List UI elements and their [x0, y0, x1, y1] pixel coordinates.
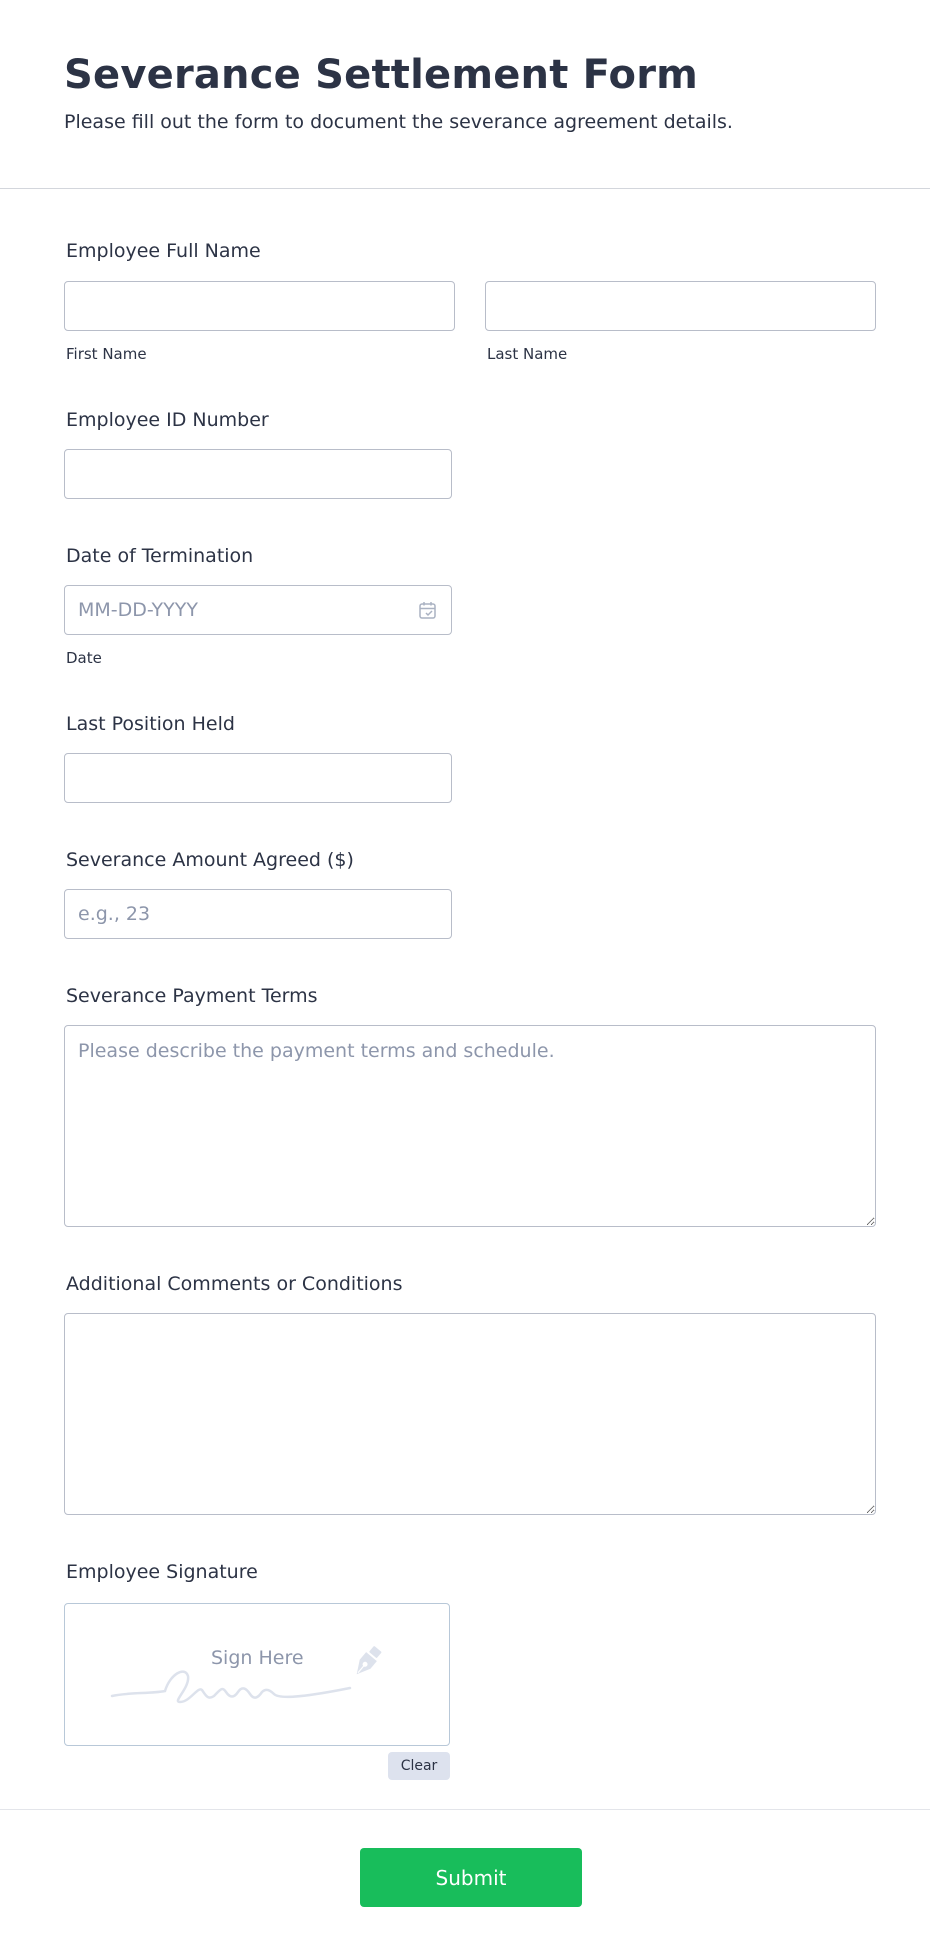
last-position-input[interactable]: [64, 753, 452, 803]
form-title: Severance Settlement Form: [64, 52, 699, 98]
employee-name-label: Employee Full Name: [66, 240, 261, 262]
severance-amount-label: Severance Amount Agreed ($): [66, 849, 354, 871]
form-header: [0, 0, 930, 189]
first-name-sublabel: First Name: [66, 345, 147, 363]
sign-here-text: Sign Here: [211, 1647, 304, 1669]
submit-button[interactable]: Submit: [360, 1848, 582, 1907]
termination-date-label: Date of Termination: [66, 545, 254, 567]
signature-pad[interactable]: [64, 1603, 450, 1746]
last-name-input[interactable]: [485, 281, 876, 331]
form-subtitle: Please fill out the form to document the severance agreement details.: [64, 111, 733, 133]
payment-terms-label: Severance Payment Terms: [66, 985, 318, 1007]
additional-comments-label: Additional Comments or Conditions: [66, 1273, 403, 1295]
severance-amount-input[interactable]: [64, 889, 452, 939]
pen-nib-icon: [347, 1642, 387, 1682]
additional-comments-textarea[interactable]: [64, 1313, 876, 1515]
date-sublabel: Date: [66, 649, 102, 667]
employee-id-label: Employee ID Number: [66, 409, 269, 431]
last-name-sublabel: Last Name: [487, 345, 568, 363]
employee-id-input[interactable]: [64, 449, 452, 499]
first-name-input[interactable]: [64, 281, 455, 331]
calendar-icon[interactable]: [417, 600, 439, 622]
payment-terms-textarea[interactable]: [64, 1025, 876, 1227]
signature-label: Employee Signature: [66, 1561, 258, 1583]
clear-signature-button[interactable]: Clear: [388, 1752, 450, 1780]
last-position-label: Last Position Held: [66, 713, 235, 735]
termination-date-input[interactable]: [64, 585, 452, 635]
